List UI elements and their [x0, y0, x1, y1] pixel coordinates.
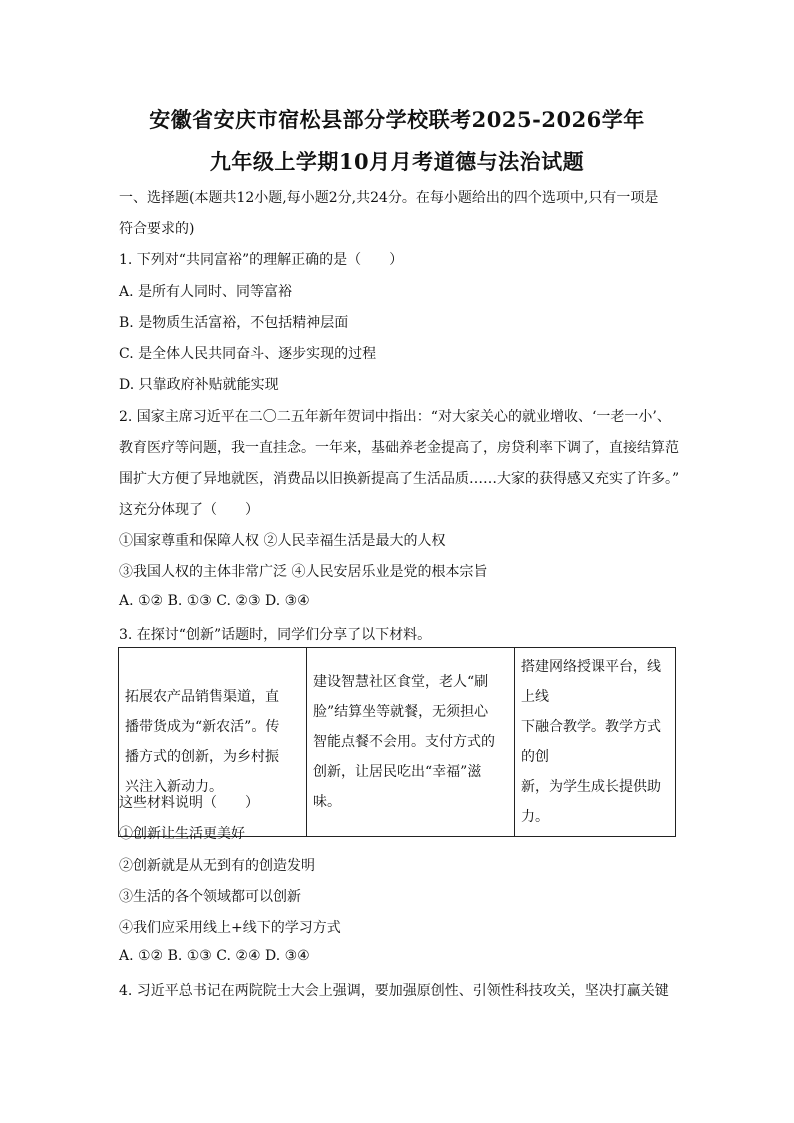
- q1-option-b: B. 是物质生活富裕，不包括精神层面: [119, 315, 349, 331]
- q2-stem-line4: 这充分体现了（ ）: [119, 502, 259, 518]
- material-cell-3-line3: 新，为学生成长提供助力。: [521, 779, 661, 825]
- material-cell-2-line4: 创新，让居民吃出“幸福”滋味。: [313, 764, 482, 810]
- q1-option-c: C. 是全体人民共同奋斗、逐步实现的过程: [119, 346, 377, 362]
- material-cell-2-line1: 建设智慧社区食堂，老人“刷: [313, 674, 489, 690]
- q3-statement-3: ③生活的各个领域都可以创新: [119, 889, 301, 905]
- material-cell-2-line2: 脸”结算坐等就餐，无须担心: [313, 704, 489, 720]
- material-cell-3-line2: 下融合教学。教学方式的创: [521, 719, 661, 765]
- q1-stem: 1. 下列对“共同富裕”的理解正确的是（ ）: [119, 252, 404, 268]
- q3-options: A. ①② B. ①③ C. ②④ D. ③④: [119, 948, 310, 964]
- q3-statement-1: ①创新让生活更美好: [119, 826, 245, 842]
- q4-stem-line1: 4. 习近平总书记在两院院士大会上强调，要加强原创性、引领性科技攻关，坚决打赢关键: [119, 983, 669, 999]
- q3-statement-2: ②创新就是从无到有的创造发明: [119, 858, 315, 874]
- q2-statements-1: ①国家尊重和保障人权 ②人民幸福生活是最大的人权: [119, 533, 446, 549]
- q1-option-a: A. 是所有人同时、同等富裕: [119, 284, 293, 300]
- q3-stem: 3. 在探讨“创新”话题时，同学们分享了以下材料。: [119, 627, 432, 643]
- material-cell-1-line1: 拓展农产品销售渠道，直: [125, 689, 279, 705]
- material-cell-3: [515, 648, 676, 837]
- q2-stem-line2: 教育医疗等问题，我一直挂念。一年来，基础养老金提高了，房贷利率下调了，直接结算范: [119, 440, 679, 456]
- material-cell-1-line4: 兴注入新动力。: [125, 779, 223, 795]
- exam-title-line2: 九年级上学期10月月考道德与法治试题: [209, 149, 585, 174]
- material-cell-3-line1: 搭建网络授课平台，线上线: [521, 659, 661, 705]
- material-cell-2: [307, 648, 515, 837]
- q2-statements-2: ③我国人权的主体非常广泛 ④人民安居乐业是党的根本宗旨: [119, 564, 488, 580]
- q2-options: A. ①② B. ①③ C. ②③ D. ③④: [119, 593, 310, 609]
- material-cell-2-line3: 智能点餐不会用。支付方式的: [313, 734, 495, 750]
- section-heading: 一、选择题(本题共12小题,每小题2分,共24分。在每小题给出的四个选项中,只有一项是: [119, 190, 659, 206]
- section-heading-cont: 符合要求的): [119, 221, 195, 237]
- exam-title-line1: 安徽省安庆市宿松县部分学校联考2025-2026学年: [149, 107, 645, 132]
- q3-statement-4: ④我们应采用线上+线下的学习方式: [119, 920, 341, 936]
- q2-stem-line1: 2. 国家主席习近平在二〇二五年新年贺词中指出：“对大家关心的就业增收、‘一老一小’、: [119, 409, 671, 425]
- q1-option-d: D. 只靠政府补贴就能实现: [119, 377, 279, 393]
- material-cell-1-line2: 播带货成为“新农活”。传: [125, 719, 280, 735]
- q3-question: 这些材料说明（ ）: [119, 795, 259, 811]
- q2-stem-line3: 围扩大方便了异地就医，消费品以旧换新提高了生活品质……大家的获得感又充实了许多。”: [119, 471, 680, 487]
- material-cell-1-line3: 播方式的创新，为乡村振: [125, 749, 279, 765]
